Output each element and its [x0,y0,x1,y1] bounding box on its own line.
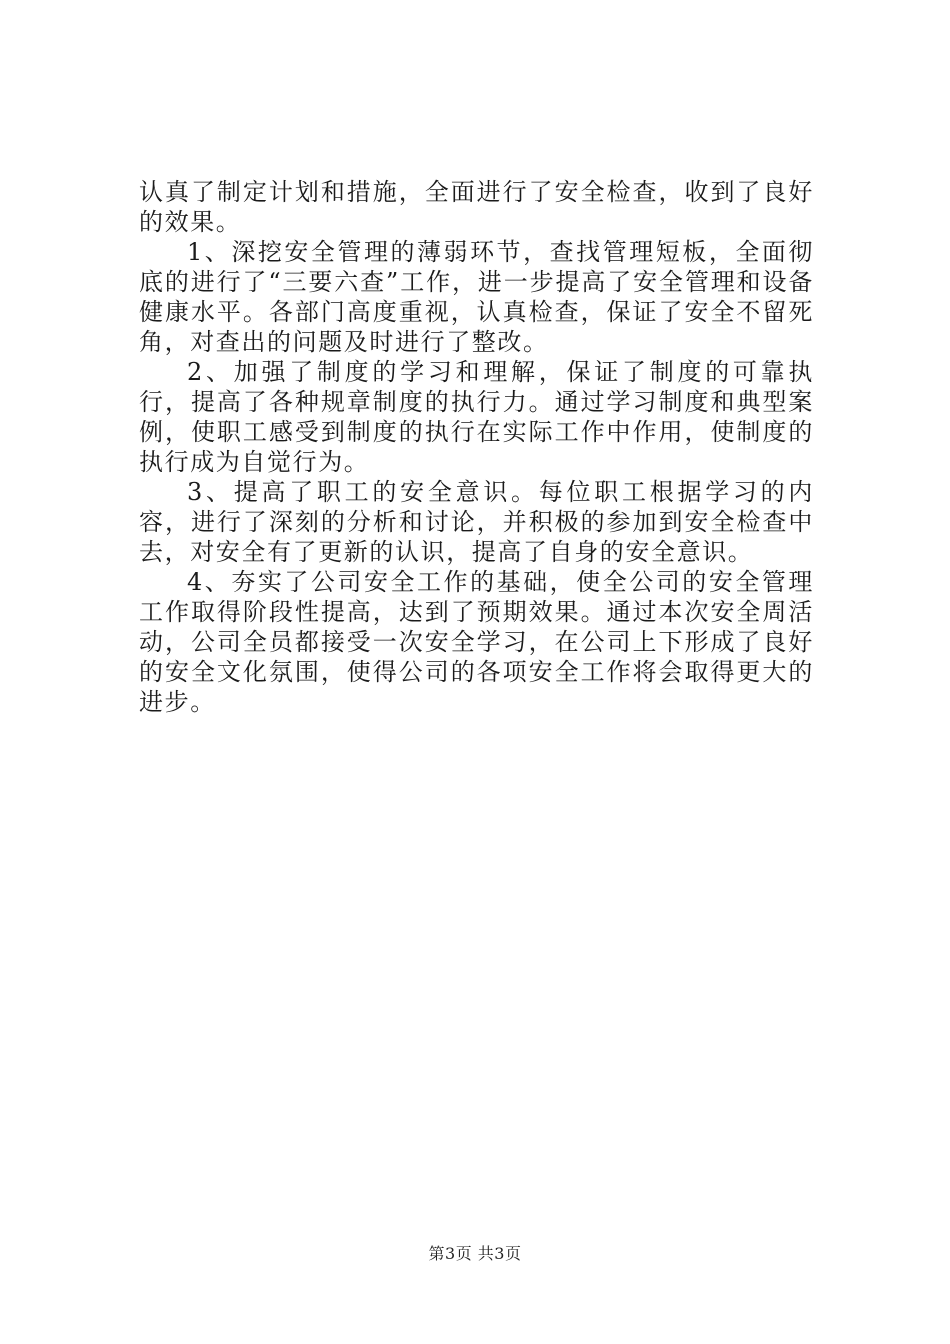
page-footer: 第3页 共3页 [428,1244,522,1263]
paragraph-continuation: 认真了制定计划和措施，全面进行了安全检查，收到了良好的效果。 [139,178,814,236]
paragraph-item-1: 1、深挖安全管理的薄弱环节，查找管理短板，全面彻底的进行了“三要六查”工作，进一步提高了安全管理和设备健康水平。各部门高度重视，认真检查，保证了安全不留死角，对查出的问题及时进行了整改。 [139,238,814,356]
paragraph-item-4: 4、夯实了公司安全工作的基础，使全公司的安全管理工作取得阶段性提高，达到了预期效果。通过本次安全周活动，公司全员都接受一次安全学习，在公司上下形成了良好的安全文化氛围，使得公司的各项安全工作将会取得更大的进步。 [139,568,814,716]
body-text [139,177,814,717]
paragraph-item-2: 2、加强了制度的学习和理解，保证了制度的可靠执行，提高了各种规章制度的执行力。通过学习制度和典型案例，使职工感受到制度的执行在实际工作中作用，使制度的执行成为自觉行为。 [139,358,814,476]
paragraph-item-3: 3、提高了职工的安全意识。每位职工根据学习的内容，进行了深刻的分析和讨论，并积极的参加到安全检查中去，对安全有了更新的认识，提高了自身的安全意识。 [139,478,814,566]
